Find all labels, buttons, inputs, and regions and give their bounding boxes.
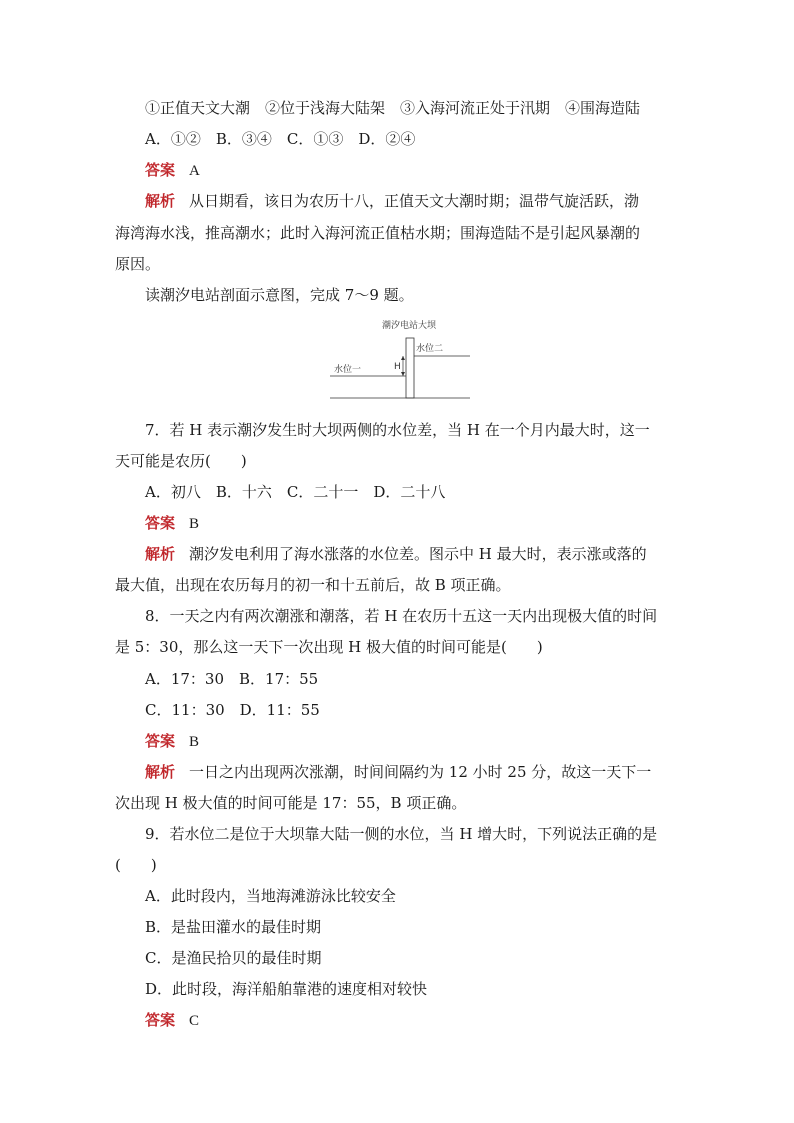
analysis-text: 潮汐发电利用了海水涨落的水位差。图示中 H 最大时，表示涨或落的 [189, 545, 647, 563]
q7-answer [145, 513, 685, 534]
answer-value: C [189, 1013, 200, 1029]
q9-option-a: A．此时段内，当地海滩游泳比较安全 [145, 887, 396, 905]
q6-answer [145, 160, 685, 181]
analysis-text: 一日之内出现两次涨潮，时间间隔约为 12 小时 25 分，故这一天下一 [189, 763, 652, 781]
q7-stem-line-1: 7．若 H 表示潮汐发生时大坝两侧的水位差，当 H 在一个月内最大时，这一 [145, 421, 650, 439]
answer-label: 答案 [145, 732, 176, 750]
answer-label: 答案 [145, 161, 176, 179]
answer-value: B [189, 734, 200, 750]
analysis-label: 解析 [145, 545, 176, 563]
q6-choices: A．①② B．③④ C．①③ D．②④ [145, 130, 416, 148]
q9-answer [145, 1010, 685, 1031]
q9-option-d: D．此时段，海洋船舶靠港的速度相对较快 [145, 980, 428, 998]
q8-choices-line-1: A．17：30 B．17：55 [145, 670, 319, 688]
analysis-text: 从日期看，该日为农历十八，正值天文大潮时期；温带气旋活跃，渤 [189, 192, 640, 210]
q9-option-b: B．是盐田灌水的最佳时期 [145, 918, 322, 936]
q8-answer [145, 731, 685, 752]
tidal-dam-diagram [330, 318, 470, 402]
section-intro: 读潮汐电站剖面示意图，完成 7～9 题。 [145, 286, 414, 304]
analysis-label: 解析 [145, 763, 176, 781]
q6-options-line: ①正值天文大潮 ②位于浅海大陆架 ③入海河流正处于汛期 ④围海造陆 [145, 99, 641, 117]
answer-label: 答案 [145, 1011, 176, 1029]
q9-stem-line-1: 9．若水位二是位于大坝靠大陆一侧的水位，当 H 增大时，下列说法正确的是 [145, 825, 658, 843]
q9-stem-line-2: ( ) [115, 856, 157, 874]
q7-analysis-line-1 [145, 544, 685, 564]
q8-stem-line-2: 是 5：30，那么这一天下一次出现 H 极大值的时间可能是( ) [115, 638, 543, 656]
q8-choices-line-2: C．11：30 D．11：55 [145, 701, 320, 719]
q6-analysis-line-2: 海湾海水浅，推高潮水；此时入海河流正值枯水期；围海造陆不是引起风暴潮的 [115, 224, 641, 242]
answer-label: 答案 [145, 514, 176, 532]
h-arrow-down [401, 372, 405, 376]
q7-stem-line-2: 天可能是农历( ) [115, 452, 247, 470]
q6-analysis-line-3: 原因。 [115, 255, 161, 273]
q8-analysis-line-2: 次出现 H 极大值的时间可能是 17：55，B 项正确。 [115, 794, 467, 812]
q7-choices: A．初八 B．十六 C．二十一 D．二十八 [145, 483, 446, 501]
q8-analysis-line-1 [145, 762, 685, 782]
dam-wall [406, 338, 414, 398]
q9-option-c: C．是渔民拾贝的最佳时期 [145, 949, 322, 967]
h-label: H [394, 362, 401, 372]
water-level-two-label: 水位二 [416, 344, 444, 354]
answer-value: B [189, 516, 200, 532]
analysis-label: 解析 [145, 192, 176, 210]
q8-stem-line-1: 8．一天之内有两次潮涨和潮落，若 H 在农历十五这一天内出现极大值的时间 [145, 607, 658, 625]
answer-value: A [189, 163, 200, 179]
water-level-one-label: 水位一 [334, 365, 362, 375]
diagram-title: 潮汐电站大坝 [382, 321, 437, 331]
q7-analysis-line-2: 最大值，出现在农历每月的初一和十五前后，故 B 项正确。 [115, 576, 511, 594]
h-arrow-up [401, 356, 405, 360]
q6-analysis-line-1 [145, 191, 685, 211]
